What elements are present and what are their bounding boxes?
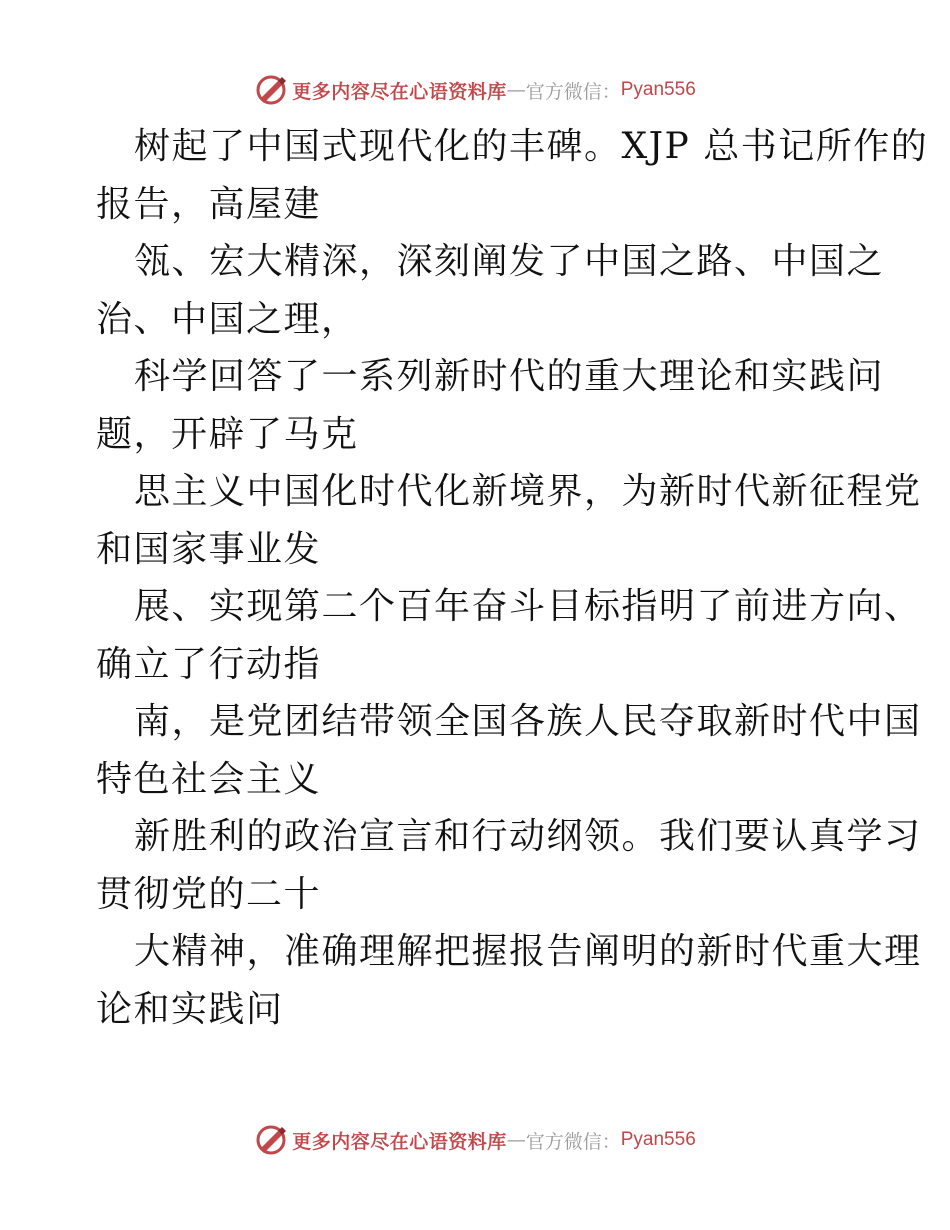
body-line: 新胜利的政治宣言和行动纲领。我们要认真学习 — [134, 816, 922, 857]
body-line: 报告，高屋建 — [96, 183, 322, 225]
body-line: 大精神，准确理解把握报告阐明的新时代重大理 — [134, 931, 922, 972]
body-line: 树起了中国式现代化的丰碑。XJP 总书记所作的 — [134, 126, 929, 167]
body-line: 治、中国之理， — [96, 298, 359, 340]
watermark-label: 官方微信： — [525, 1130, 621, 1153]
pen-logo-icon — [254, 73, 288, 107]
footer-watermark — [0, 1122, 950, 1158]
pen-logo-icon — [254, 1123, 288, 1157]
body-line: 思主义中国化时代化新境界，为新时代新征程党 — [134, 471, 922, 512]
body-line: 论和实践问 — [96, 988, 284, 1030]
watermark-id: Pyan556 — [620, 1129, 696, 1150]
header-watermark — [0, 72, 950, 108]
body-line: 展、实现第二个百年奋斗目标指明了前进方向、 — [134, 586, 922, 627]
watermark-separator: — — [506, 1129, 526, 1151]
body-line: 特色社会主义 — [96, 758, 322, 800]
watermark-label: 官方微信： — [525, 80, 621, 103]
body-line: 确立了行动指 — [96, 643, 322, 685]
watermark-id: Pyan556 — [620, 79, 696, 100]
document-body — [96, 118, 929, 1038]
body-line: 南，是党团结带领全国各族人民夺取新时代中国 — [134, 701, 922, 742]
watermark-text: 更多内容尽在心语资料库 — [292, 1130, 507, 1153]
watermark-separator: — — [506, 79, 526, 101]
body-line: 科学回答了一系列新时代的重大理论和实践问 — [134, 356, 885, 397]
body-line: 和国家事业发 — [96, 528, 322, 570]
body-line: 贯彻党的二十 — [96, 873, 322, 915]
body-line: 瓴、宏大精深，深刻阐发了中国之路、中国之 — [134, 241, 885, 282]
watermark-text: 更多内容尽在心语资料库 — [292, 80, 507, 103]
body-line: 题，开辟了马克 — [96, 413, 359, 455]
